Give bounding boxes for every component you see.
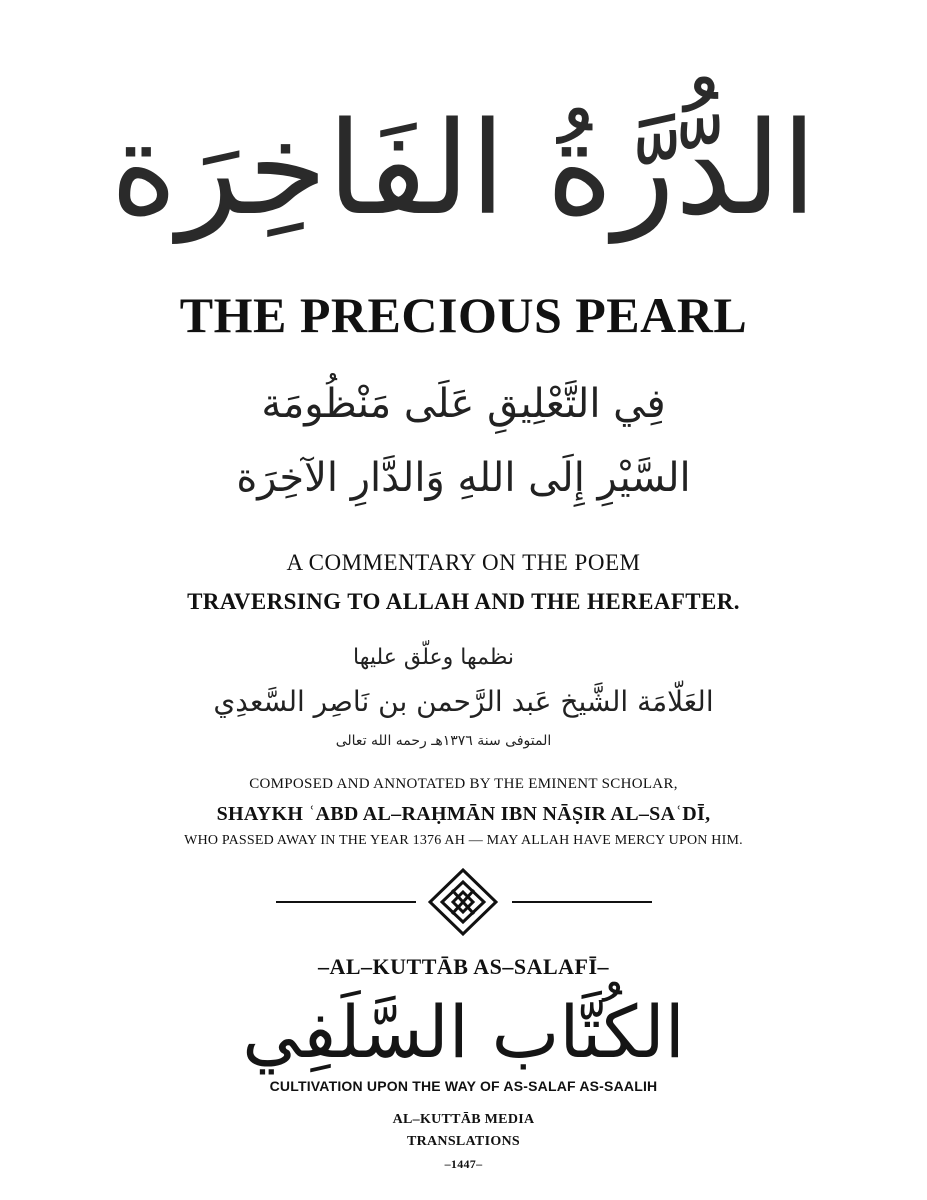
publisher-tagline: CULTIVATION UPON THE WAY OF AS-SALAF AS-SAALIH: [269, 1078, 658, 1094]
publisher-name: –AL–KUTTĀB AS–SALAFĪ–: [317, 954, 610, 979]
composed-by-line: COMPOSED AND ANNOTATED BY THE EMINENT SCHOLAR,: [249, 776, 678, 792]
arabic-author-note: نظمها وعلّق عليها: [353, 645, 514, 670]
divider-line-right: [512, 901, 652, 903]
author-name: SHAYKH ʿABD AL–RAḤMĀN IBN NĀṢIR AL–SAʿDĪ,: [216, 803, 711, 825]
publisher-arabic-logo: الكُتَّاب السَّلَفِي: [242, 990, 685, 1074]
publication-year: –1447–: [444, 1157, 483, 1171]
arabic-subtitle-line-2: السَّيْرِ إِلَى اللهِ وَالدَّارِ الآخِرَة: [236, 455, 691, 501]
arabic-title: الدُّرَّةُ الفَاخِرَة: [110, 95, 817, 244]
english-title: THE PRECIOUS PEARL: [179, 287, 748, 343]
interlaced-knot-icon: [428, 868, 498, 936]
publisher-media: AL–KUTTĀB MEDIA: [392, 1112, 535, 1127]
ornamental-divider: [0, 867, 927, 937]
arabic-author-death-note: المتوفى سنة ١٣٧٦هـ رحمه الله تعالى: [335, 733, 552, 749]
author-death-note: WHO PASSED AWAY IN THE YEAR 1376 AH — MAY ALLAH HAVE MERCY UPON HIM.: [184, 833, 743, 848]
publisher-translations: TRANSLATIONS: [406, 1134, 521, 1149]
commentary-line-1: A COMMENTARY ON THE POEM: [286, 550, 641, 575]
divider-line-left: [276, 901, 416, 903]
arabic-subtitle-line-1: فِي التَّعْلِيقِ عَلَى مَنْظُومَة: [261, 381, 666, 427]
arabic-author-name: العَلّامَة الشَّيخ عَبد الرَّحمن بن نَاصِر السَّعدِي: [213, 685, 714, 718]
poem-title: TRAVERSING TO ALLAH AND THE HEREAFTER.: [187, 589, 740, 614]
